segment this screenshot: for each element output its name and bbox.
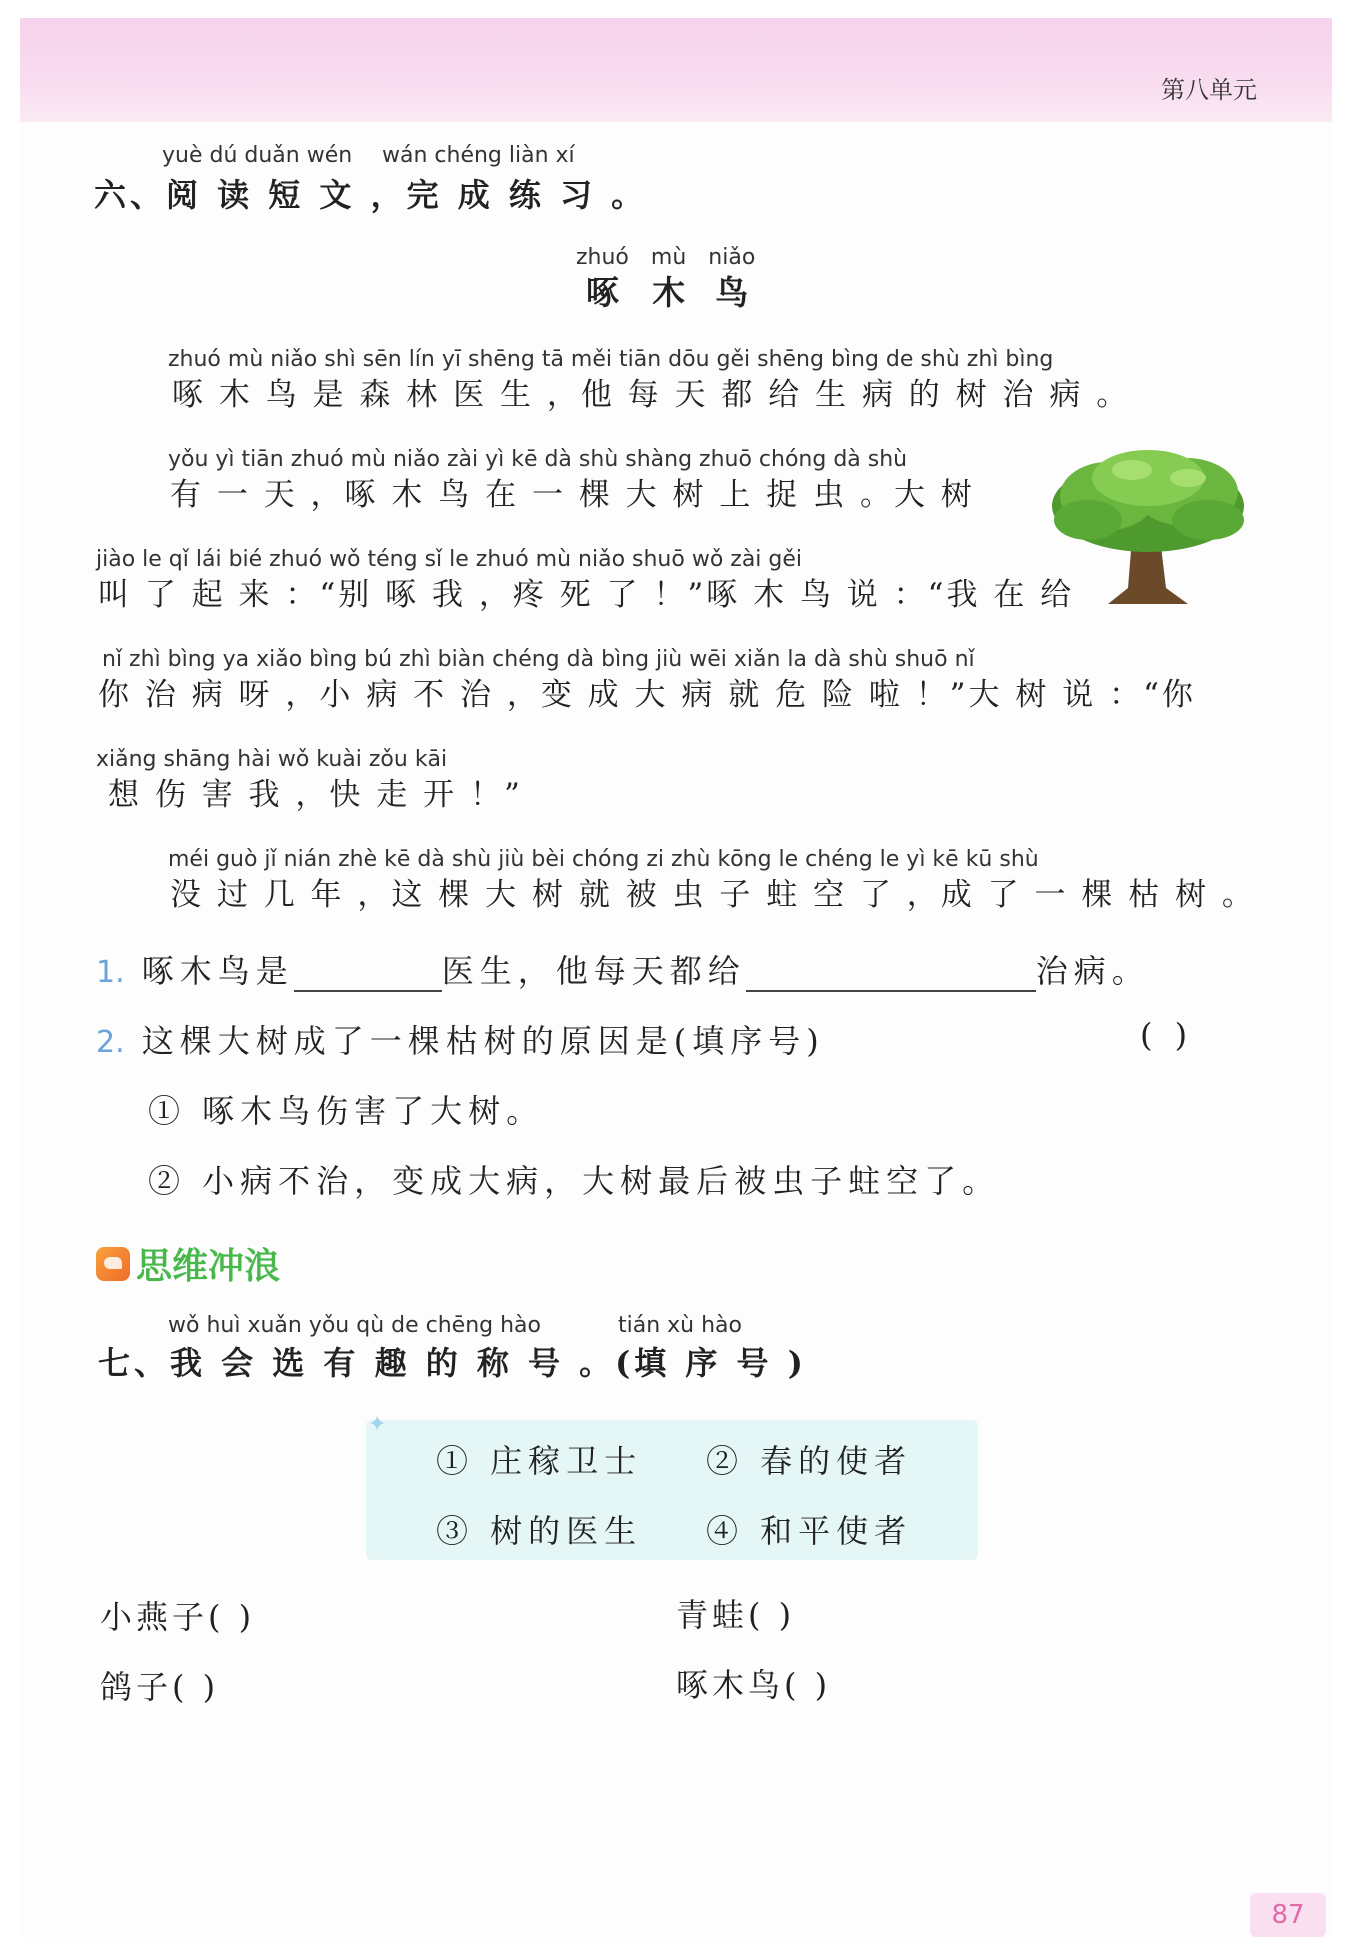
passage-line-text: 你 治 病 呀 ，小 病 不 治 ，变 成 大 病 就 危 险 啦 ！”大 树 说 ：“你 [98,677,1196,713]
answer-item[interactable]: 青蛙( ) [676,1596,796,1634]
section7-pinyin-1: wǒ huì xuǎn yǒu qù de chēng hào [168,1313,541,1338]
page-number: 87 [1250,1893,1326,1937]
answer-item[interactable]: 小燕子( ) [100,1598,256,1636]
question-text: 这棵大树成了一棵枯树的原因是(填序号) [141,1022,825,1060]
question-number: 1. [96,955,125,990]
answer-item[interactable]: 啄木鸟( ) [676,1666,832,1704]
passage-line-text: 有 一 天 ，啄 木 鸟 在 一 棵 大 树 上 捉 虫 。大 树 [170,477,975,513]
title-char: 木 [652,273,686,312]
title-pinyin: niǎo [708,245,756,270]
unit-label: 第八单元 [1161,76,1257,104]
section-banner-label: 思维冲浪 [136,1246,281,1287]
wave-icon [96,1247,130,1281]
answer-paren[interactable]: ( ) [1140,1016,1194,1054]
passage-line-pinyin: nǐ zhì bìng ya xiǎo bìng bú zhì biàn chéng dà bìng jiù wēi xiǎn la dà shù shuō nǐ [102,647,975,672]
choice-item: ④ 和平使者 [706,1512,913,1550]
title-char: 鸟 [715,273,749,312]
tree-illustration [1048,448,1248,613]
passage-line-text: 想 伤 害 我 ，快 走 开 ！” [108,777,523,813]
section7-title: 七、我 会 选 有 趣 的 称 号 。(填 序 号 ) [98,1344,807,1382]
option-2: ② 小病不治，变成大病，大树最后被虫子蛀空了。 [148,1162,1001,1200]
answer-blank[interactable] [294,956,442,992]
sparkle-icon: ✦ [368,1412,387,1437]
section6-pinyin-1: yuè dú duǎn wén [162,143,353,168]
passage-line-pinyin: méi guò jǐ nián zhè kē dà shù jiù bèi chóng zi zhù kōng le chéng le yì kē kū shù [168,847,1039,872]
question-number: 2. [96,1025,125,1060]
question-1 [96,946,1150,992]
section6-title: 六、阅 读 短 文 ，完 成 练 习 。 [94,176,648,214]
section7-pinyin-2: tián xù hào [618,1313,742,1338]
passage-line-text: 叫 了 起 来 ：“别 啄 我 ，疼 死 了 ！”啄 木 鸟 说 ：“我 在 给 [98,577,1075,613]
passage-title [576,244,755,314]
question-text: 治病。 [1035,952,1150,990]
title-pinyin: mù [650,245,687,270]
passage-line-pinyin: yǒu yì tiān zhuó mù niǎo zài yì kē dà shù shàng zhuō chóng dà shù [168,447,908,472]
passage-line-pinyin: zhuó mù niǎo shì sēn lín yī shēng tā měi tiān dōu gěi shēng bìng de shù zhì bìng [168,347,1054,372]
title-pinyin: zhuó [576,245,629,270]
section-banner [96,1238,280,1289]
question-text: 啄木鸟是 [141,952,294,990]
option-1: ① 啄木鸟伤害了大树。 [148,1092,545,1130]
choice-item: ② 春的使者 [706,1442,913,1480]
title-char: 啄 [585,273,619,312]
answer-item[interactable]: 鸽子( ) [100,1668,220,1706]
question-2 [96,1016,825,1062]
answer-blank[interactable] [746,956,1036,992]
passage-line-text: 没 过 几 年 ，这 棵 大 树 就 被 虫 子 蛀 空 了 ，成 了 一 棵 枯 树 。 [170,877,1256,913]
passage-line-pinyin: xiǎng shāng hài wǒ kuài zǒu kāi [96,747,448,772]
passage-line-pinyin: jiào le qǐ lái bié zhuó wǒ téng sǐ le zhuó mù niǎo shuō wǒ zài gěi [96,547,803,572]
choice-item: ① 庄稼卫士 [436,1442,643,1480]
passage-line-text: 啄 木 鸟 是 森 林 医 生 ，他 每 天 都 给 生 病 的 树 治 病 。 [172,377,1131,413]
choice-item: ③ 树的医生 [436,1512,643,1550]
section6-pinyin-2: wán chéng liàn xí [382,143,575,168]
header-band [20,18,1332,122]
question-text: 医生，他每天都给 [441,952,746,990]
